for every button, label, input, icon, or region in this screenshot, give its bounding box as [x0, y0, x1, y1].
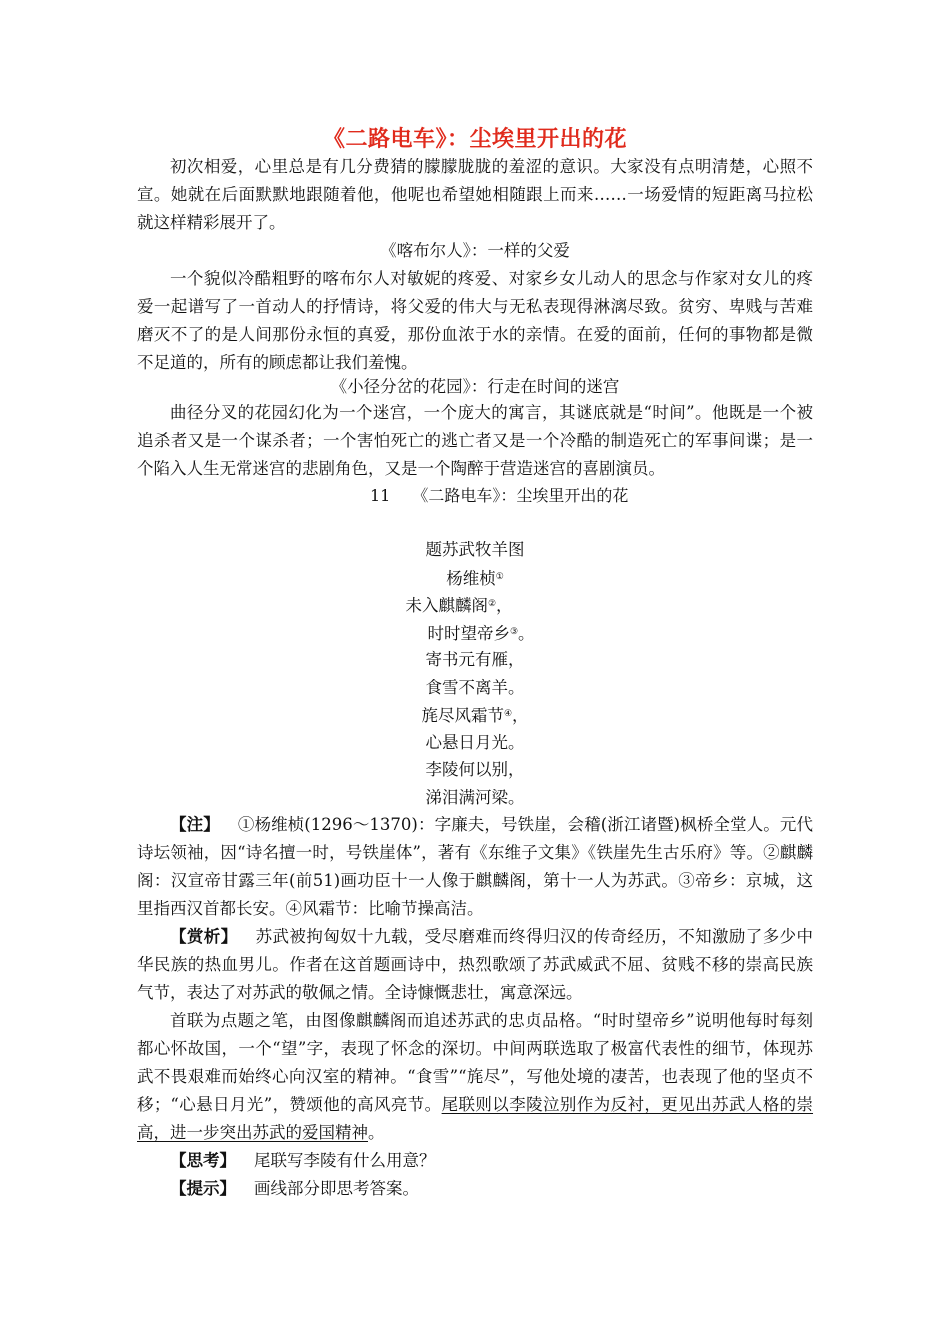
hint-label: 【提示】	[170, 1179, 236, 1198]
poem-line-punct: ，	[512, 706, 529, 725]
think-text: 尾联写李陵有什么用意？	[254, 1151, 436, 1170]
poem-title: 题苏武牧羊图	[425, 540, 525, 559]
analysis-paragraph	[137, 923, 813, 1007]
analysis-end: 。	[368, 1123, 385, 1142]
poem-line-text: 旄尽风霜节	[421, 706, 504, 725]
analysis-label: 【赏析】	[170, 927, 238, 946]
poem-line-punct: 。	[518, 623, 535, 643]
poem-line	[137, 701, 813, 729]
footnote-marker: ③	[509, 626, 519, 637]
main-title: 《二路电车》：尘埃里开出的花	[322, 127, 627, 152]
notes-paragraph	[137, 811, 813, 923]
hint-text: 画线部分即思考答案。	[254, 1179, 419, 1198]
think-paragraph	[137, 1147, 813, 1175]
lesson-number: 11	[370, 486, 391, 505]
section-paragraph	[137, 265, 813, 377]
footnote-marker: ①	[495, 571, 504, 582]
lesson-name: 《二路电车》：尘埃里开出的花	[412, 486, 629, 505]
hint-paragraph	[137, 1175, 813, 1203]
analysis-text: 苏武被拘匈奴十九载，受尽磨难而终得归汉的传奇经历，不知激励了多少中华民族的热血男儿。作者在这首题画诗中，热烈歌颂了苏武威武不屈、贫贱不移的崇高民族气节，表达了对苏武的敬佩之情。全诗慷慨悲壮，寓意深远。	[137, 927, 814, 1002]
think	[137, 1147, 813, 1175]
section-heading: 《喀布尔人》：一样的父爱	[380, 241, 570, 260]
poem-line	[137, 619, 813, 647]
poem-line: 寄书元有雁，	[425, 650, 525, 669]
notes-text: ①杨维桢(1296～1370)：字廉夫，号铁崖，会稽(浙江诸暨)枫桥全堂人。元代诗坛领袖，因“诗名擅一时，号铁崖体”，著有《东维子文集》《铁崖先生古乐府》等。②麒麟阁：汉宣帝甘露三年(前51)画功臣十一人像于麒麟阁，第十一人为苏武。③帝乡：京城，这里指西汉首都长安。④风霜节：比喻节操高洁。	[137, 815, 814, 918]
poem-line-text: 未入麒麟阁	[405, 596, 488, 615]
analysis-paragraph-2	[137, 1007, 813, 1147]
underlined-answer: 尾联则以李陵泣别作为反衬，更见出苏武人格的崇高，进一步突出苏武的爱国精神	[137, 1095, 814, 1142]
poem-author	[137, 564, 813, 592]
poem	[137, 536, 813, 811]
section-paragraph	[137, 399, 813, 483]
poem-line-text: 时时望帝乡	[427, 623, 510, 643]
intro-paragraph	[137, 153, 813, 237]
section-body: 曲径分叉的花园幻化为一个迷宫，一个庞大的寓言，其谜底就是“时间”。他既是一个被追杀者又是一个谋杀者；一个害怕死亡的逃亡者又是一个冷酷的制造死亡的军事间谍；是一个陷入人生无常迷宫的悲剧角色，又是一个陶醉于营造迷宫的喜剧演员。	[137, 403, 813, 478]
footnote-marker: ②	[487, 599, 497, 609]
section-heading: 《小径分岔的花园》：行走在时间的迷宫	[330, 377, 620, 396]
section-body: 一个貌似冷酷粗野的喀布尔人对敏妮的疼爱、对家乡女儿动人的思念与作家对女儿的疼爱一起谱写了一首动人的抒情诗，将父爱的伟大与无私表现得淋漓尽致。贫穷、卑贱与苦难磨灭不了的是人间那份永恒的真爱，那份血浓于水的亲情。在爱的面前，任何的事物都是微不足道的，所有的顾虑都让我们羞愧。	[137, 269, 813, 372]
poem-line-punct: ，	[496, 596, 513, 615]
poem-line: 食雪不离羊。	[425, 677, 525, 697]
poem-line: 涕泪满河梁。	[425, 787, 525, 807]
footnote-marker: ④	[503, 709, 513, 719]
analysis-body	[137, 1007, 813, 1147]
notes-label: 【注】	[170, 815, 220, 834]
lesson-title	[370, 484, 650, 508]
author-name: 杨维桢	[446, 568, 496, 588]
analysis	[137, 923, 813, 1007]
poem-line	[137, 591, 813, 619]
think-label: 【思考】	[170, 1151, 236, 1170]
hint	[137, 1175, 813, 1203]
notes	[137, 811, 813, 923]
section-body: 初次相爱，心里总是有几分费猜的朦朦胧胧的羞涩的意识。大家没有点明清楚，心照不宣。她就在后面默默地跟随着他，他呢也希望她相随跟上而来……一场爱情的短距离马拉松就这样精彩展开了。	[137, 157, 813, 232]
poem-line: 李陵何以别，	[425, 760, 525, 779]
analysis-text: 首联为点题之笔，由图像麒麟阁而追述苏武的忠贞品格。“时时望帝乡”说明他每时每刻都心怀故国，一个“望”字，表现了怀念的深切。中间两联选取了极富代表性的细节，体现苏武不畏艰难而始终心向汉室的精神。“食雪”“旄尽”，写他处境的凄苦，也表现了他的坚贞不移；“心悬日月光”，赞颂他的高风亮节。	[137, 1011, 813, 1114]
poem-line: 心悬日月光。	[425, 732, 525, 752]
